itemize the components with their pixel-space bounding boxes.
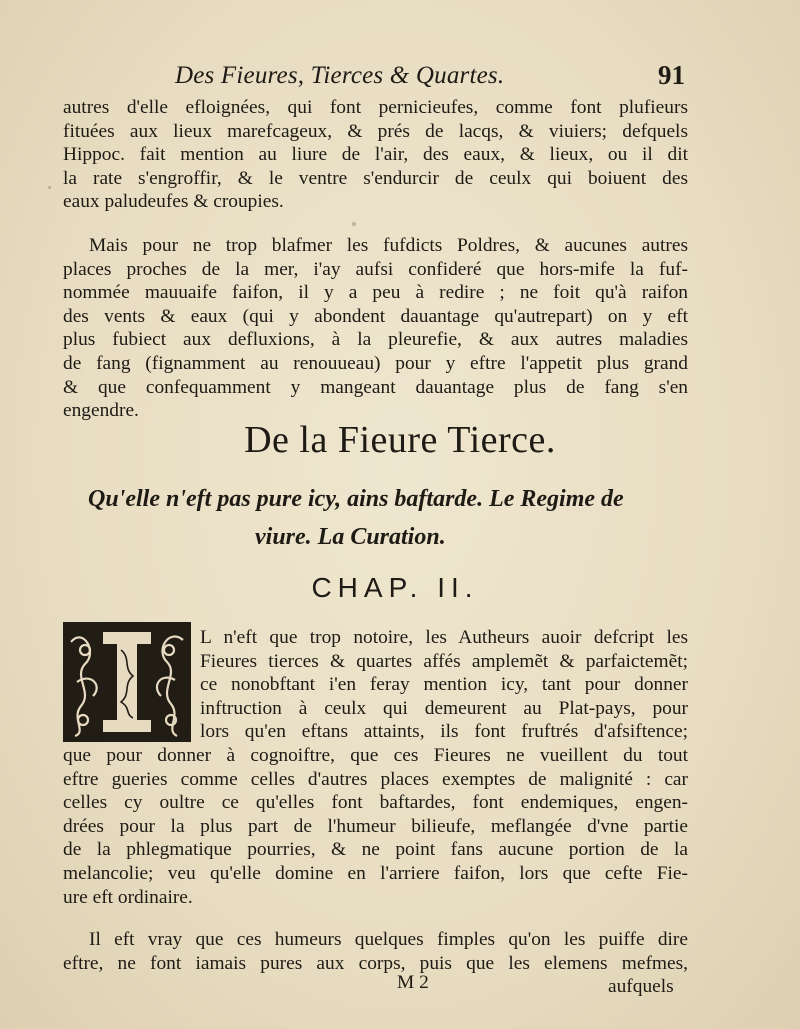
paragraph-2 bbox=[63, 234, 688, 423]
text-line: fituées aux lieux marefcageux, & prés de lacqs, & viuiers; defquels bbox=[63, 120, 688, 142]
section-subtitle-line-2: viure. La Curation. bbox=[255, 524, 446, 550]
text-line: des vents & eaux (qui y abondent dauantage qu'autrepart) on y eft bbox=[63, 305, 688, 327]
paragraph-4 bbox=[63, 928, 688, 975]
chapter-heading: CHAP. II. bbox=[311, 572, 479, 603]
section-title: De la Fieure Tierce. bbox=[244, 419, 556, 461]
text-line: inftruction à ceulx qui demeurent au Plat-pays, pour bbox=[200, 697, 688, 719]
text-line: Mais pour ne trop blafmer les fufdicts Poldres, & aucunes autres bbox=[89, 235, 688, 256]
text-line: plus fubiect aux defluxions, à la pleurefie, & aux autres maladies bbox=[63, 329, 688, 351]
text-line: melancolie; veu qu'elle domine en l'arriere faifon, lors que cefte Fie- bbox=[63, 862, 688, 884]
paragraph-3-continued bbox=[63, 744, 688, 909]
text-line: & que confequamment y mangeant dauantage plus de fang s'en bbox=[63, 376, 688, 398]
text-line: ce nonobftant i'en feray mention icy, tant pour donner bbox=[200, 674, 688, 696]
text-line: drées pour la plus part de l'humeur bilieufe, meflangée d'vne partie bbox=[63, 815, 688, 837]
text-line: de la phlegmatique pourries, & ne point fans aucune portion de la bbox=[63, 839, 688, 861]
text-line: ure eft ordinaire. bbox=[63, 886, 193, 908]
ornamental-initial bbox=[63, 622, 191, 742]
text-line: eaux paludeufes & croupies. bbox=[63, 191, 284, 213]
text-line: Il eft vray que ces humeurs quelques fimples qu'on les puiffe dire bbox=[89, 929, 688, 950]
section-subtitle-line-1: Qu'elle n'eft pas pure icy, ains baftarde. Le Regime de bbox=[88, 486, 624, 512]
text-line: de fang (fignamment au renouueau) pour y eftre l'appetit plus grand bbox=[63, 352, 688, 374]
paragraph-3-beside-initial bbox=[200, 626, 688, 744]
text-line: L n'eft que trop notoire, les Autheurs auoir defcript les bbox=[200, 627, 688, 648]
text-line: engendre. bbox=[63, 400, 139, 422]
text-line: nommée mauuaife faifon, il y a peu à redire ; ne foit qu'à raifon bbox=[63, 282, 688, 304]
paragraph-1 bbox=[63, 96, 688, 214]
running-title: Des Fieures, Tierces & Quartes. bbox=[175, 62, 505, 89]
page-header bbox=[175, 60, 685, 96]
text-line: celles cy oultre ce qu'elles font baftardes, font endemiques, engen- bbox=[63, 792, 688, 814]
text-line: Hippoc. fait mention au liure de l'air, des eaux, & lieux, ou il dit bbox=[63, 144, 688, 166]
ornamental-initial-art bbox=[63, 622, 191, 742]
catchword: aufquels bbox=[608, 976, 674, 997]
text-line: eftre, ne font iamais pures aux corps, puis que les elemens mefmes, bbox=[63, 952, 688, 974]
signature-mark: M 2 bbox=[397, 972, 429, 993]
ink-speck bbox=[48, 186, 51, 189]
page-number: 91 bbox=[658, 60, 685, 90]
text-line: eftre gueries comme celles d'autres places exemptes de malignité : car bbox=[63, 768, 688, 790]
text-line: autres d'elle efloignées, qui font pernicieufes, comme font plufieurs bbox=[63, 97, 688, 118]
text-line: lors qu'en eftans attaints, ils font fruftrés d'afsiftence; bbox=[200, 721, 688, 743]
text-line: la rate s'engroffir, & le ventre s'endurcir de ceulx qui boiuent des bbox=[63, 167, 688, 189]
text-line: que pour donner à cognoiftre, que ces Fieures ne vueillent du tout bbox=[63, 745, 688, 766]
ink-speck bbox=[352, 222, 356, 226]
text-line: Fieures tierces & quartes affés amplemẽt & parfaictemẽt; bbox=[200, 650, 688, 672]
text-line: places proches de la mer, i'ay aufsi confideré que hors-mife la fuf- bbox=[63, 258, 688, 280]
